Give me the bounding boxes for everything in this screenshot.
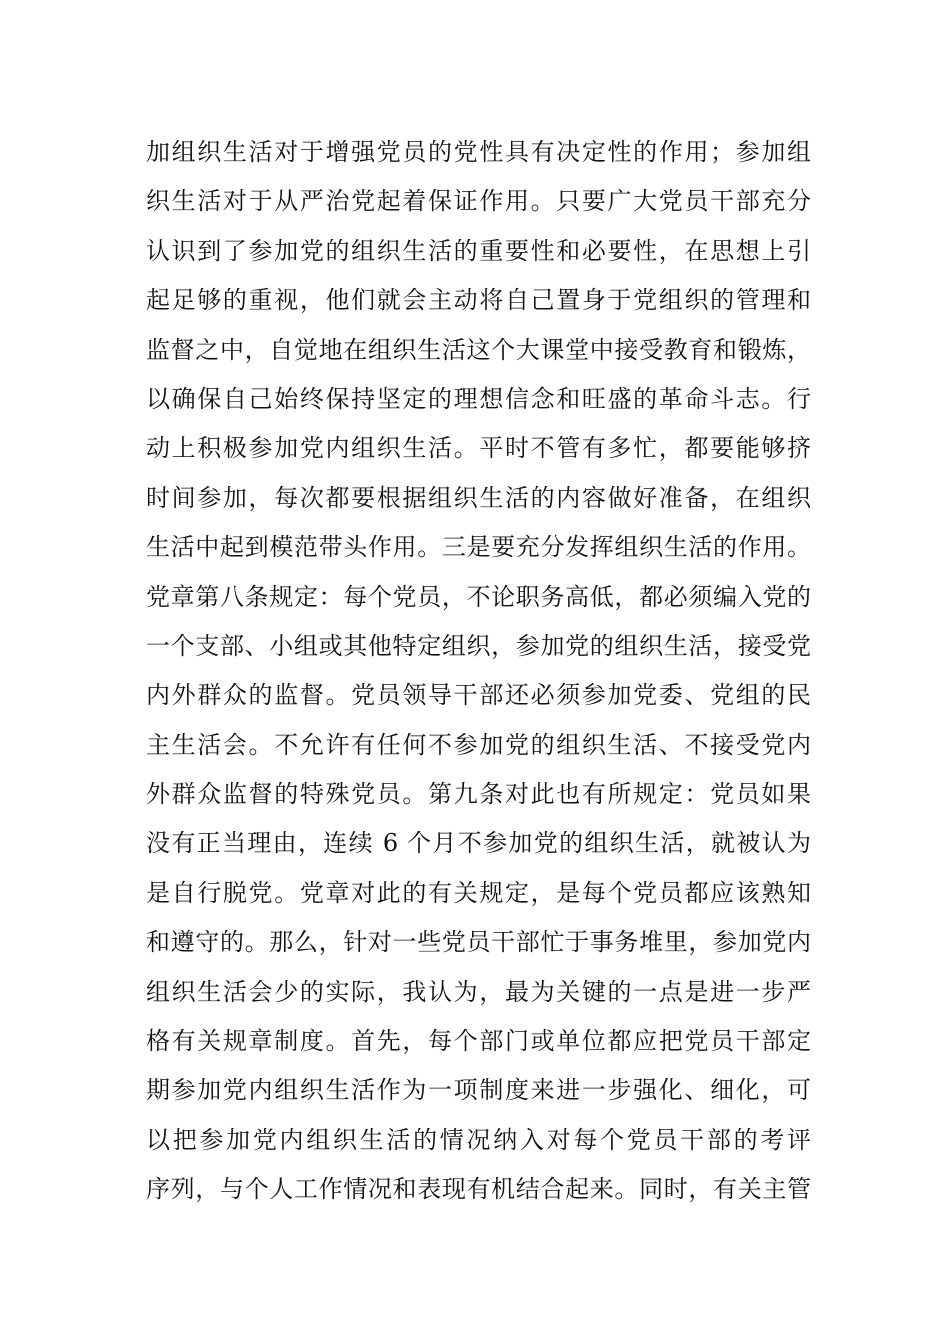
body-text — [146, 128, 811, 1215]
text-line: 党章第八条规定：每个党员，不论职务高低，都必须编入党的 — [146, 582, 811, 611]
text-line: 生活中起到模范带头作用。三是要充分发挥组织生活的作用。 — [146, 533, 811, 562]
text-line: 起足够的重视，他们就会主动将自己置身于党组织的管理和 — [146, 286, 811, 315]
text-line: 是自行脱党。党章对此的有关规定，是每个党员都应该熟知 — [146, 878, 811, 907]
text-line: 以确保自己始终保持坚定的理想信念和旺盛的革命斗志。行 — [146, 384, 811, 413]
text-line: 期参加党内组织生活作为一项制度来进一步强化、细化，可 — [146, 1076, 811, 1105]
text-line: 主生活会。不允许有任何不参加党的组织生活、不接受党内 — [146, 730, 811, 759]
text-line: 织生活对于从严治党起着保证作用。只要广大党员干部充分 — [146, 187, 811, 216]
text-line: 以把参加党内组织生活的情况纳入对每个党员干部的考评 — [146, 1125, 811, 1154]
text-line: 时间参加，每次都要根据组织生活的内容做好准备，在组织 — [146, 483, 811, 512]
text-line: 动上积极参加党内组织生活。平时不管有多忙，都要能够挤 — [146, 434, 811, 463]
text-line: 序列，与个人工作情况和表现有机结合起来。同时，有关主管 — [146, 1175, 811, 1204]
text-line: 一个支部、小组或其他特定组织，参加党的组织生活，接受党 — [146, 631, 811, 660]
text-line: 组织生活会少的实际，我认为，最为关键的一点是进一步严 — [146, 977, 811, 1006]
text-line: 和遵守的。那么，针对一些党员干部忙于事务堆里，参加党内 — [146, 928, 811, 957]
text-line: 格有关规章制度。首先，每个部门或单位都应把党员干部定 — [146, 1027, 811, 1056]
text-line: 认识到了参加党的组织生活的重要性和必要性，在思想上引 — [146, 236, 811, 265]
text-line: 内外群众的监督。党员领导干部还必须参加党委、党组的民 — [146, 681, 811, 710]
text-line: 外群众监督的特殊党员。第九条对此也有所规定：党员如果 — [146, 780, 811, 809]
text-line: 监督之中，自觉地在组织生活这个大课堂中接受教育和锻炼， — [146, 335, 811, 364]
text-line: 没有正当理由，连续 6 个月不参加党的组织生活，就被认为 — [146, 829, 811, 858]
text-line: 加组织生活对于增强党员的党性具有决定性的作用；参加组 — [146, 138, 811, 166]
